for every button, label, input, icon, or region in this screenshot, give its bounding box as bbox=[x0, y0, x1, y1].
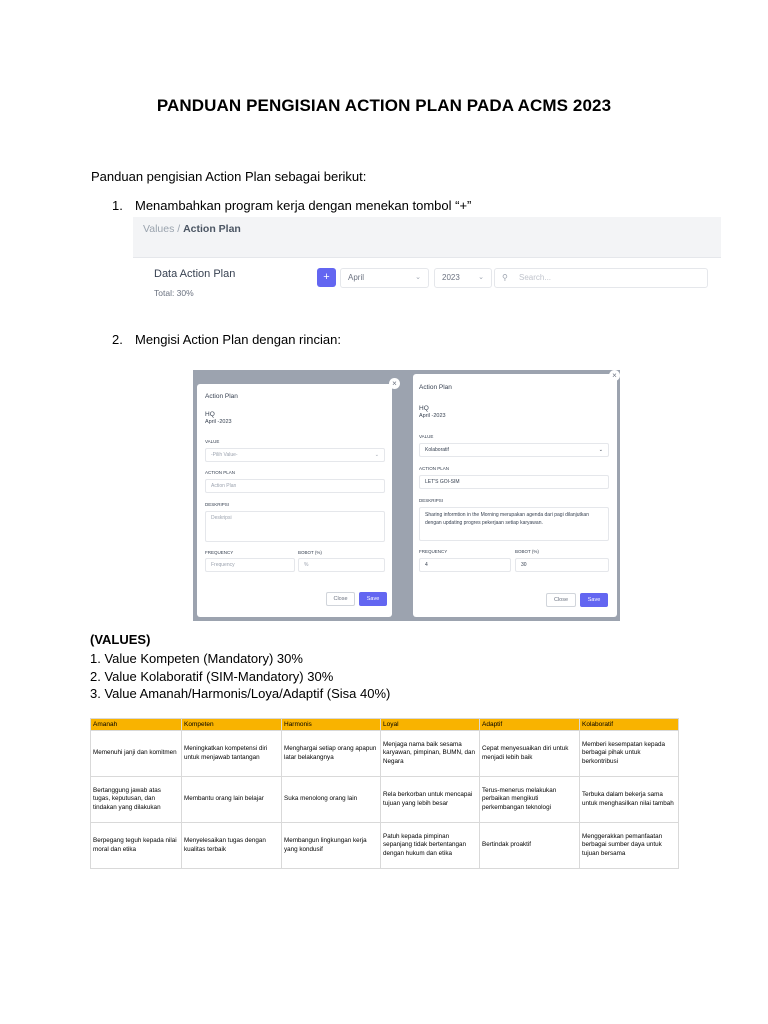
values-table bbox=[90, 718, 679, 869]
table-cell: Suka menolong orang lain bbox=[282, 777, 381, 823]
modal-unit: HQ bbox=[205, 411, 215, 418]
chevron-down-icon: ⌄ bbox=[598, 447, 603, 453]
modal-period: April -2023 bbox=[205, 419, 232, 425]
table-cell: Menghargai setiap orang apapun latar belakangnya bbox=[282, 731, 381, 777]
values-heading: (VALUES) bbox=[90, 632, 151, 647]
value-select-text: -Pilih Value- bbox=[211, 452, 238, 458]
value-label: VALUE bbox=[419, 434, 434, 439]
table-cell: Memberi kesempatan kepada berbagai pihak untuk berkontribusi bbox=[580, 731, 679, 777]
modal-title: Action Plan bbox=[419, 384, 452, 391]
screenshot-action-plan-modals bbox=[193, 370, 620, 621]
month-select[interactable] bbox=[340, 268, 429, 288]
table-cell: Terus-menerus melakukan perbaikan mengikuti perkembangan teknologi bbox=[480, 777, 580, 823]
table-cell: Membantu orang lain belajar bbox=[182, 777, 282, 823]
action-plan-label: ACTION PLAN bbox=[205, 470, 236, 475]
breadcrumb-parent[interactable]: Values / bbox=[143, 223, 181, 235]
column-header: Harmonis bbox=[282, 719, 381, 731]
value-select[interactable] bbox=[205, 448, 385, 462]
value-label: VALUE bbox=[205, 439, 220, 444]
chevron-down-icon: ⌄ bbox=[478, 274, 484, 281]
column-header: Adaptif bbox=[480, 719, 580, 731]
step-number: 2. bbox=[112, 332, 123, 347]
modal-empty bbox=[197, 384, 392, 617]
close-button[interactable]: Close bbox=[546, 593, 576, 607]
table-cell: Membangun lingkungan kerja yang kondusif bbox=[282, 823, 381, 869]
value-select-text: Kolaboratif bbox=[425, 447, 449, 453]
intro-text: Panduan pengisian Action Plan sebagai berikut: bbox=[91, 169, 367, 184]
bobot-input[interactable]: 30 bbox=[515, 558, 609, 572]
table-cell: Meningkatkan kompetensi diri untuk menjawab tantangan bbox=[182, 731, 282, 777]
modal-period: April -2023 bbox=[419, 413, 446, 419]
deskripsi-textarea[interactable]: Deskripsi bbox=[205, 511, 385, 542]
values-item: 2. Value Kolaboratif (SIM-Mandatory) 30% bbox=[90, 669, 334, 684]
table-row bbox=[91, 823, 679, 869]
page-title: PANDUAN PENGISIAN ACTION PLAN PADA ACMS 2023 bbox=[156, 96, 612, 115]
table-cell: Memenuhi janji dan komitmen bbox=[91, 731, 182, 777]
table-row bbox=[91, 731, 679, 777]
close-button[interactable]: Close bbox=[326, 592, 355, 606]
step-text: Mengisi Action Plan dengan rincian: bbox=[135, 332, 341, 347]
table-cell: Bertindak proaktif bbox=[480, 823, 580, 869]
step-1 bbox=[112, 198, 471, 213]
table-cell: Rela berkorban untuk mencapai tujuan yang lebih besar bbox=[381, 777, 480, 823]
step-text: Menambahkan program kerja dengan menekan tombol “+” bbox=[135, 198, 472, 213]
action-plan-panel bbox=[133, 257, 721, 313]
frequency-label: FREQUENCY bbox=[419, 549, 448, 554]
table-cell: Cepat menyesuaikan diri untuk menjadi lebih baik bbox=[480, 731, 580, 777]
year-select[interactable] bbox=[434, 268, 492, 288]
column-header: Kompeten bbox=[182, 719, 282, 731]
modal-unit: HQ bbox=[419, 405, 429, 412]
bobot-label: BOBOT (%) bbox=[515, 549, 539, 554]
frequency-input[interactable]: Frequency bbox=[205, 558, 295, 572]
bobot-input[interactable]: % bbox=[298, 558, 385, 572]
breadcrumb bbox=[143, 223, 241, 235]
search-placeholder: Search... bbox=[519, 273, 552, 282]
close-icon[interactable]: × bbox=[609, 370, 620, 381]
screenshot-action-plan-list bbox=[133, 217, 721, 313]
step-2 bbox=[112, 332, 341, 347]
step-number: 1. bbox=[112, 198, 123, 213]
table-header-row bbox=[91, 719, 679, 731]
chevron-down-icon: ⌄ bbox=[415, 274, 421, 281]
bobot-label: BOBOT (%) bbox=[298, 550, 322, 555]
modal-filled bbox=[413, 374, 617, 617]
column-header: Amanah bbox=[91, 719, 182, 731]
table-cell: Bertanggung jawab atas tugas, keputusan, dan tindakan yang dilakukan bbox=[91, 777, 182, 823]
frequency-label: FREQUENCY bbox=[205, 550, 234, 555]
deskripsi-label: DESKRIPSI bbox=[419, 498, 444, 503]
action-plan-input[interactable]: Action Plan bbox=[205, 479, 385, 493]
table-cell: Patuh kepada pimpinan sepanjang tidak bertentangan dengan hukum dan etika bbox=[381, 823, 480, 869]
table-cell: Menjaga nama baik sesama karyawan, pimpinan, BUMN, dan Negara bbox=[381, 731, 480, 777]
chevron-down-icon: ⌄ bbox=[374, 452, 379, 458]
deskripsi-label: DESKRIPSI bbox=[205, 502, 230, 507]
value-select[interactable] bbox=[419, 443, 609, 457]
modal-title: Action Plan bbox=[205, 393, 238, 400]
values-item: 3. Value Amanah/Harmonis/Loya/Adaptif (Sisa 40%) bbox=[90, 686, 391, 701]
panel-heading: Data Action Plan bbox=[154, 268, 236, 280]
table-cell: Menyelesaikan tugas dengan kualitas terbaik bbox=[182, 823, 282, 869]
table-cell: Menggerakkan pemanfaatan berbagai sumber daya untuk tujuan bersama bbox=[580, 823, 679, 869]
save-button[interactable]: Save bbox=[580, 593, 608, 607]
frequency-input[interactable]: 4 bbox=[419, 558, 511, 572]
table-cell: Berpegang teguh kepada nilai moral dan etika bbox=[91, 823, 182, 869]
deskripsi-textarea[interactable]: Sharing informtion in the Morning merupakan agenda dari pagi dilanjutkan dengan updating progres pekerjaan setiap karyawan. bbox=[419, 507, 609, 541]
values-item: 1. Value Kompeten (Mandatory) 30% bbox=[90, 651, 303, 666]
month-value: April bbox=[348, 273, 365, 282]
save-button[interactable]: Save bbox=[359, 592, 387, 606]
total-label: Total: 30% bbox=[154, 288, 194, 298]
column-header: Loyal bbox=[381, 719, 480, 731]
table-row bbox=[91, 777, 679, 823]
breadcrumb-current: Action Plan bbox=[183, 223, 241, 235]
close-icon[interactable]: × bbox=[389, 378, 400, 389]
search-input[interactable] bbox=[494, 268, 708, 288]
search-icon: ⚲ bbox=[502, 273, 508, 282]
action-plan-input[interactable]: LET'S GOI-SIM bbox=[419, 475, 609, 489]
year-value: 2023 bbox=[442, 273, 460, 282]
action-plan-label: ACTION PLAN bbox=[419, 466, 450, 471]
column-header: Kolaboratif bbox=[580, 719, 679, 731]
add-button[interactable]: + bbox=[317, 268, 336, 287]
table-cell: Terbuka dalam bekerja sama untuk menghasilkan nilai tambah bbox=[580, 777, 679, 823]
